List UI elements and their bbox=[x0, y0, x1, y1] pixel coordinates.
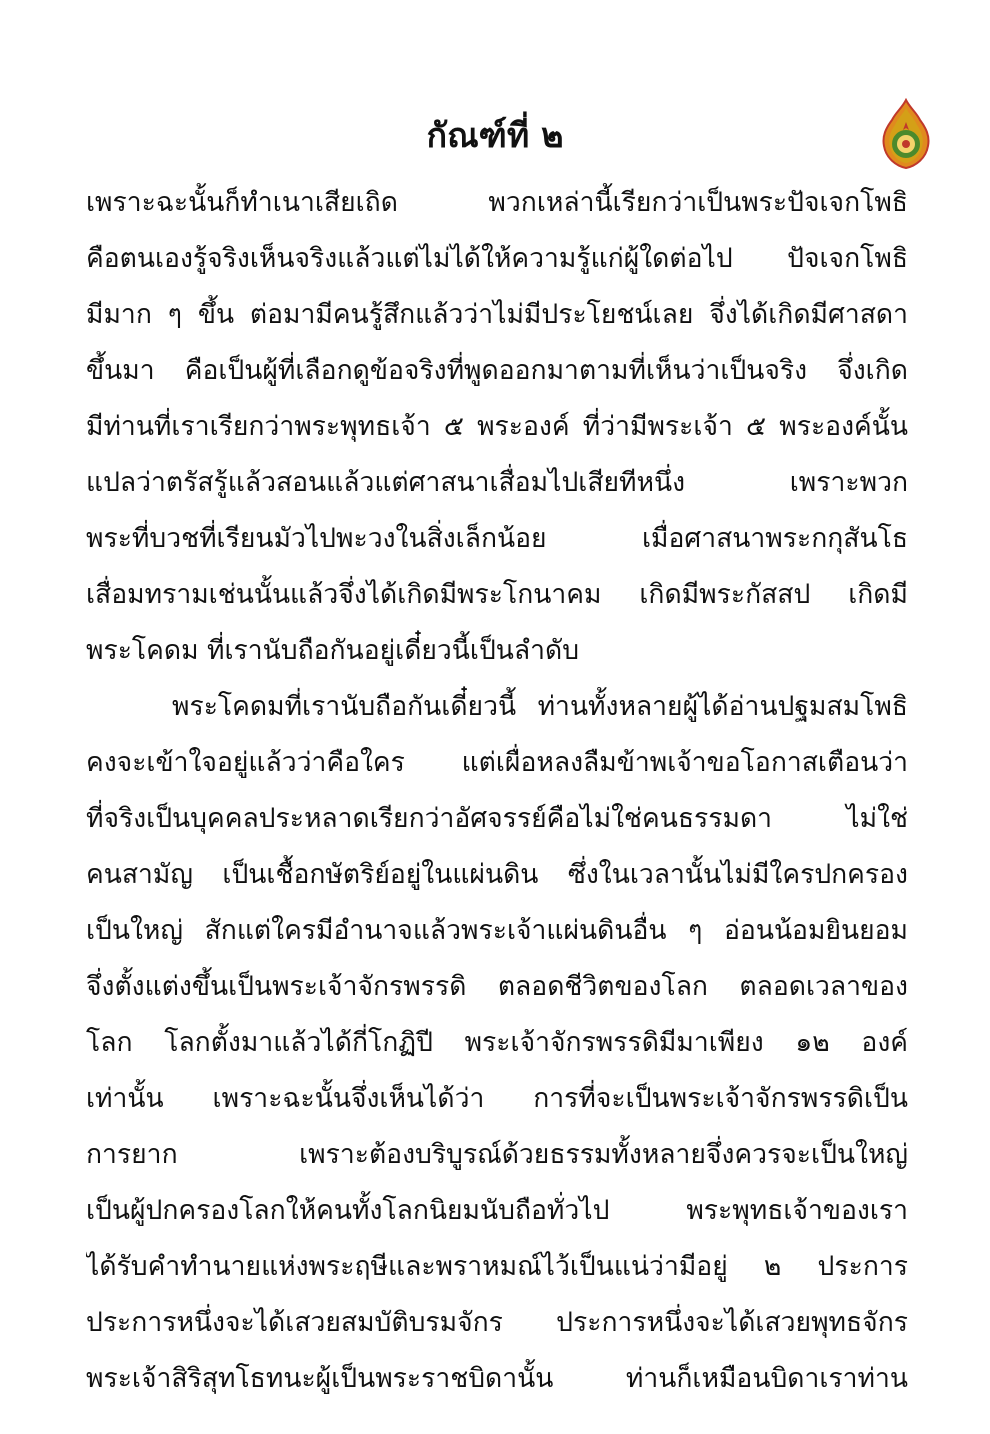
text-line: เป็นผู้ปกครองโลกให้คนทั้งโลกนิยมนับถือทั่วไป พระพุทธเจ้าของเรา bbox=[86, 1195, 908, 1226]
text-line: พระโคดม ที่เรานับถือกันอยู่เดี๋ยวนี้เป็นลำดับ bbox=[86, 635, 580, 666]
page-title: กัณฑ์ที่ ๒ bbox=[426, 116, 564, 156]
text-line: ที่จริงเป็นบุคคลประหลาดเรียกว่าอัศจรรย์คือไม่ใช่คนธรรมดา ไม่ใช่ bbox=[86, 803, 908, 834]
text-line: ขึ้นมา คือเป็นผู้ที่เลือกดูข้อจริงที่พูดออกมาตามที่เห็นว่าเป็นจริง จึ่งเกิด bbox=[86, 355, 908, 386]
text-line: คือตนเองรู้จริงเห็นจริงแล้วแต่ไม่ได้ให้ความรู้แก่ผู้ใดต่อไป ปัจเจกโพธิ bbox=[86, 243, 908, 274]
text-line: ประการหนึ่งจะได้เสวยสมบัติบรมจักร ประการหนึ่งจะได้เสวยพุทธจักร bbox=[86, 1307, 908, 1338]
document-body bbox=[86, 175, 908, 1407]
text-line: คงจะเข้าใจอยู่แล้วว่าคือใคร แต่เผื่อหลงลืมข้าพเจ้าขอโอกาสเตือนว่า bbox=[86, 747, 908, 778]
text-line: เพราะฉะนั้นก็ทำเนาเสียเถิด พวกเหล่านี้เรียกว่าเป็นพระปัจเจกโพธิ bbox=[86, 187, 908, 218]
text-line: มีท่านที่เราเรียกว่าพระพุทธเจ้า ๕ พระองค์ ที่ว่ามีพระเจ้า ๕ พระองค์นั้น bbox=[86, 411, 908, 442]
text-line: มีมาก ๆ ขึ้น ต่อมามีคนรู้สึกแล้วว่าไม่มีประโยชน์เลย จึ่งได้เกิดมีศาสดา bbox=[86, 299, 908, 330]
text-line: โลก โลกตั้งมาแล้วได้กี่โกฏิปี พระเจ้าจักรพรรดิมีมาเพียง ๑๒ องค์ bbox=[86, 1027, 908, 1058]
text-line: แปลว่าตรัสรู้แล้วสอนแล้วแต่ศาสนาเสื่อมไปเสียทีหนึ่ง เพราะพวก bbox=[86, 467, 908, 498]
text-line: เท่านั้น เพราะฉะนั้นจึ่งเห็นได้ว่า การที่จะเป็นพระเจ้าจักรพรรดิเป็น bbox=[86, 1083, 908, 1114]
text-line: จึ่งตั้งแต่งขึ้นเป็นพระเจ้าจักรพรรดิ ตลอดชีวิตของโลก ตลอดเวลาของ bbox=[86, 971, 908, 1002]
text-line: คนสามัญ เป็นเชื้อกษัตริย์อยู่ในแผ่นดิน ซึ่งในเวลานั้นไม่มีใครปกครอง bbox=[86, 859, 908, 890]
text-line: ได้รับคำทำนายแห่งพระฤษีและพราหมณ์ไว้เป็นแน่ว่ามีอยู่ ๒ ประการ bbox=[86, 1251, 908, 1282]
text-line: พระที่บวชที่เรียนมัวไปพะวงในสิ่งเล็กน้อย เมื่อศาสนาพระกกุสันโธ bbox=[86, 523, 908, 554]
text-line: เสื่อมทรามเช่นนั้นแล้วจึ่งได้เกิดมีพระโกนาคม เกิดมีพระกัสสป เกิดมี bbox=[86, 579, 908, 610]
paragraph-first-line: พระโคดมที่เรานับถือกันเดี๋ยวนี้ ท่านทั้งหลายผู้ได้อ่านปฐมสมโพธิ bbox=[172, 691, 908, 722]
text-line: พระเจ้าสิริสุทโธทนะผู้เป็นพระราชบิดานั้น ท่านก็เหมือนบิดาเราท่าน bbox=[86, 1363, 908, 1394]
text-line: การยาก เพราะต้องบริบูรณ์ด้วยธรรมทั้งหลายจึ่งควรจะเป็นใหญ่ bbox=[86, 1139, 908, 1170]
text-line: เป็นใหญ่ สักแต่ใครมีอำนาจแล้วพระเจ้าแผ่นดินอื่น ๆ อ่อนน้อมยินยอม bbox=[86, 915, 908, 946]
monastery-emblem-icon bbox=[876, 98, 936, 170]
